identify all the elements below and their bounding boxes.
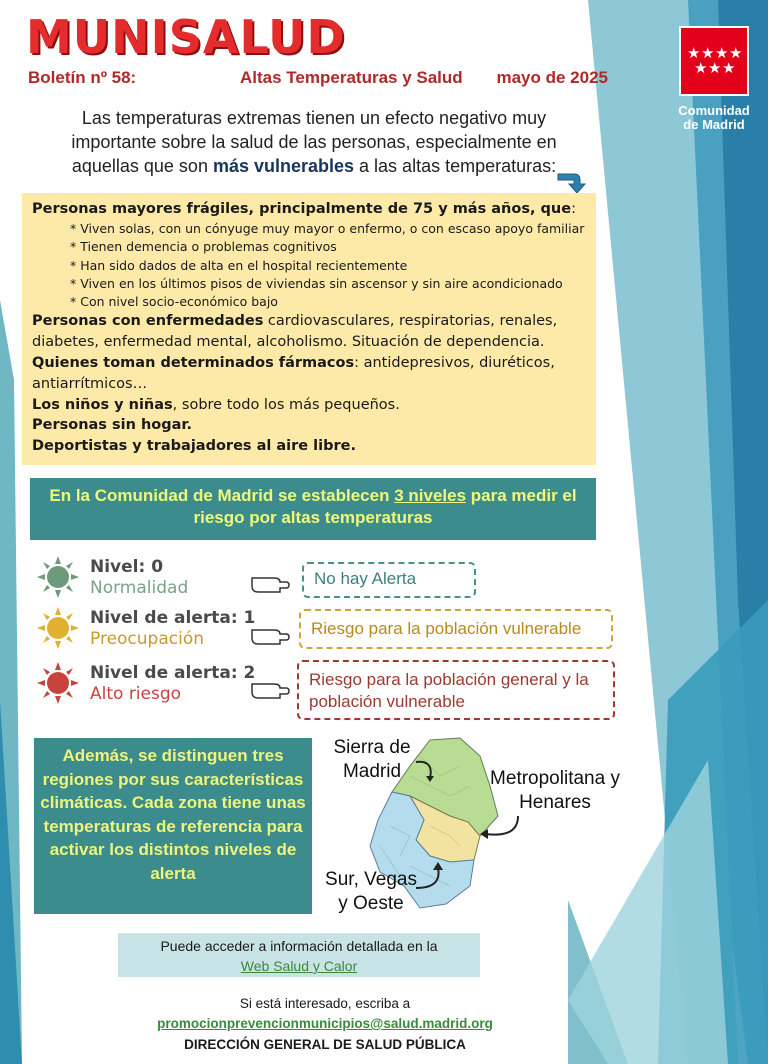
list-item: * Viven en los últimos pisos de viviendas sin ascensor y sin aire acondicionado <box>70 275 563 291</box>
diseases-paragraph: Personas con enfermedades cardiovasculares, respiratorias, renales, diabetes, enfermedad mental, alcoholismo. Situación de dependencia. <box>32 313 558 351</box>
level-name: Nivel: 0 <box>90 557 164 577</box>
drugs-paragraph: Quienes toman determinados fármacos: antidepresivos, diuréticos, antiarrítmicos… <box>32 355 555 392</box>
list-item: * Con nivel socio-económico bajo <box>70 294 278 310</box>
vulnerable-groups-box <box>22 193 596 465</box>
regions-info-box: Además, se distinguen tres regiones por sus características climáticas. Cada zona tiene unas temperaturas de referencia para activar los distintos niveles de alerta <box>34 738 312 914</box>
alert-box-level-2: Riesgo para la población general y la población vulnerable <box>297 660 615 720</box>
levels-banner: En la Comunidad de Madrid se establecen 3 niveles para medir el riesgo por altas temperaturas <box>30 478 596 540</box>
alert-box-level-0: No hay Alerta <box>302 562 476 598</box>
madrid-flag-icon: ★ ★ ★ ★ ★ ★ ★ <box>679 26 749 96</box>
levels-count: 3 niveles <box>394 486 467 505</box>
curved-arrow-icon <box>410 862 446 892</box>
level-name: Nivel de alerta: 1 <box>90 608 256 628</box>
level-description: Alto riesgo <box>90 684 182 704</box>
web-salud-calor-link[interactable]: Web Salud y Calor <box>240 958 358 974</box>
intro-paragraph: Las temperaturas extremas tienen un efecto negativo muy importante sobre la salud de las personas, especialmente en aquellas que son más vulnerables a las altas temperaturas: <box>71 108 557 176</box>
curved-arrow-icon <box>412 756 442 782</box>
sun-icon <box>36 606 80 650</box>
pointing-hand-icon <box>250 678 290 700</box>
list-item: * Viven solas, con un cónyuge muy mayor o enfermo, o con escaso apoyo familiar <box>70 221 585 236</box>
list-item: * Tienen demencia o problemas cognitivos <box>70 239 337 255</box>
contact-email-link[interactable]: promocionprevencionmunicipios@salud.madrid.org <box>157 1016 493 1031</box>
level-description: Preocupación <box>90 629 205 649</box>
comunidad-madrid-logo <box>677 26 751 132</box>
info-box <box>118 933 480 977</box>
pointing-hand-icon <box>250 572 290 594</box>
sun-icon <box>36 661 80 705</box>
curved-arrow-down-icon <box>556 164 588 194</box>
level-description: Normalidad <box>90 578 189 598</box>
level-name: Nivel de alerta: 2 <box>90 663 256 683</box>
contact-text: Si está interesado, escriba a <box>239 996 411 1011</box>
bulletin-title: MUNISALUD <box>26 10 346 64</box>
bulletin-number: Boletín nº 58: <box>28 68 137 87</box>
children-paragraph: Los niños y niñas, sobre todo los más pequeños. <box>32 396 400 413</box>
elderly-conditions-list <box>70 220 586 311</box>
homeless-paragraph: Personas sin hogar. <box>32 417 193 434</box>
alert-box-level-1: Riesgo para la población vulnerable <box>299 609 613 649</box>
region-label-sur: Sur, Vegas y Oeste <box>325 869 417 914</box>
region-label-sierra: Sierra de Madrid <box>333 737 411 782</box>
elderly-lead: Personas mayores frágiles, principalmente de 75 y más años, que: <box>32 201 576 217</box>
bulletin-date: mayo de 2025 <box>496 68 608 87</box>
logo-line-2: de Madrid <box>683 117 745 132</box>
logo-line-1: Comunidad <box>678 103 750 118</box>
info-text: Puede acceder a información detallada en la <box>160 938 438 954</box>
curved-arrow-icon <box>480 812 522 842</box>
bulletin-topic: Altas Temperaturas y Salud <box>240 68 463 87</box>
sun-icon <box>36 555 80 599</box>
organization-name: DIRECCIÓN GENERAL DE SALUD PÚBLICA <box>184 1037 466 1052</box>
bulletin-subtitle <box>28 68 608 88</box>
list-item: * Han sido dados de alta en el hospital recientemente <box>70 257 408 273</box>
outdoor-paragraph: Deportistas y trabajadores al aire libre. <box>32 438 356 455</box>
pointing-hand-icon <box>250 624 290 646</box>
intro-highlight: más vulnerables <box>212 156 355 176</box>
region-label-metropolitana: Metropolitana y Henares <box>490 768 620 813</box>
